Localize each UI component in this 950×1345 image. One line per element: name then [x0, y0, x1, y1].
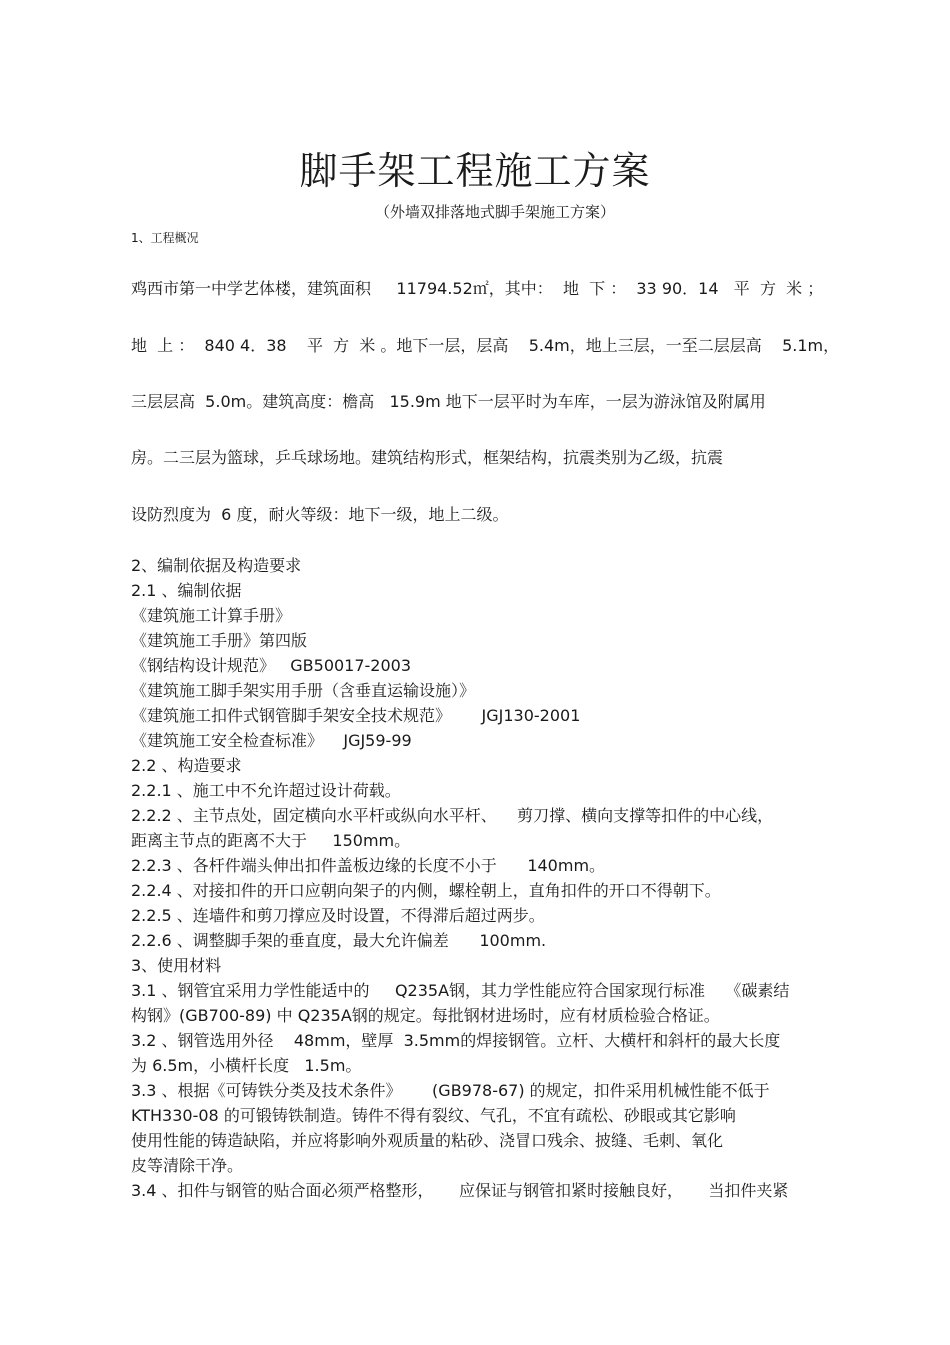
- material-line: 构钢》(GB700-89) 中 Q235A钢的规定。每批钢材进场时，应有材质检验合格证。: [131, 1006, 720, 1025]
- section-heading: 3、使用材料: [131, 956, 222, 975]
- requirement-line: 2.2.4 、对接扣件的开口应朝向架子的内侧，螺栓朝上，直角扣件的开口不得朝下。: [131, 881, 721, 900]
- material-line: 3.2 、钢管选用外径 48mm，壁厚 3.5mm的焊接钢管。立杆、大横杆和斜杆的最大长度: [131, 1031, 781, 1050]
- requirement-line: 2.2.2 、主节点处，固定横向水平杆或纵向水平杆、 剪刀撑、横向支撑等扣件的中心线，: [131, 806, 774, 825]
- reference-item: 《建筑施工脚手架实用手册（含垂直运输设施）》: [131, 681, 476, 700]
- material-line: 3.1 、钢管宜采用力学性能适中的 Q235A钢，其力学性能应符合国家现行标准 《碳素结: [131, 981, 790, 1000]
- reference-item: 《钢结构设计规范》 GB50017-2003: [131, 656, 412, 675]
- requirement-line: 2.2.6 、调整脚手架的垂直度，最大允许偏差 100mm.: [131, 931, 547, 950]
- reference-item: 《建筑施工扣件式钢管脚手架安全技术规范》 JGJ130-2001: [131, 706, 581, 725]
- requirement-line: 2.2.5 、连墙件和剪刀撑应及时设置，不得滞后超过两步。: [131, 906, 545, 925]
- overview-line: 房。二三层为篮球，乒乓球场地。建筑结构形式，框架结构，抗震类别为乙级，抗震: [131, 448, 724, 467]
- overview-line: 设防烈度为 6 度，耐火等级：地下一级，地上二级。: [131, 505, 509, 524]
- section-heading-overview: 1、工程概况: [131, 231, 199, 245]
- requirement-line: 2.2.1 、施工中不允许超过设计荷载。: [131, 781, 401, 800]
- material-line: 为 6.5m，小横杆长度 1.5m。: [131, 1056, 362, 1075]
- material-line: 皮等清除干净。: [131, 1156, 244, 1175]
- material-line: 使用性能的铸造缺陷，并应将影响外观质量的粘砂、浇冒口残余、披缝、毛刺、氧化: [131, 1131, 724, 1150]
- material-line: 3.4 、扣件与钢管的贴合面必须严格整形， 应保证与钢管扣紧时接触良好， 当扣件夹紧: [131, 1181, 789, 1200]
- requirement-line: 距离主节点的距离不大于 150mm。: [131, 831, 411, 850]
- overview-line: 地 上 ： 840 4．38 平 方 米 。地下一层，层高 5.4m，地上三层，一至二层层高 5.1m，: [131, 336, 840, 355]
- reference-item: 《建筑施工计算手册》: [131, 606, 292, 625]
- page-subtitle: （外墙双排落地式脚手架施工方案）: [374, 203, 615, 221]
- subsection-heading: 2.1 、编制依据: [131, 581, 242, 600]
- section-heading: 2、编制依据及构造要求: [131, 556, 302, 575]
- requirement-line: 2.2.3 、各杆件端头伸出扣件盖板边缘的长度不小于 140mm。: [131, 856, 606, 875]
- material-line: KTH330-08 的可锻铸铁制造。铸件不得有裂纹、气孔，不宜有疏松、砂眼或其它影响: [131, 1106, 736, 1125]
- reference-item: 《建筑施工安全检查标准》 JGJ59-99: [131, 731, 412, 750]
- overview-line: 三层层高 5.0m。建筑高度：檐高 15.9m 地下一层平时为车库，一层为游泳馆及附属用: [131, 392, 766, 411]
- subsection-heading: 2.2 、构造要求: [131, 756, 242, 775]
- reference-item: 《建筑施工手册》第四版: [131, 631, 308, 650]
- page-title: 脚手架工程施工方案: [299, 149, 651, 193]
- overview-line: 鸡西市第一中学艺体楼，建筑面积 11794.52㎡，其中： 地 下 ： 33 90．14 平 方 米 ；: [131, 279, 824, 298]
- material-line: 3.3 、根据《可铸铁分类及技术条件》 (GB978-67) 的规定，扣件采用机械性能不低于: [131, 1081, 770, 1100]
